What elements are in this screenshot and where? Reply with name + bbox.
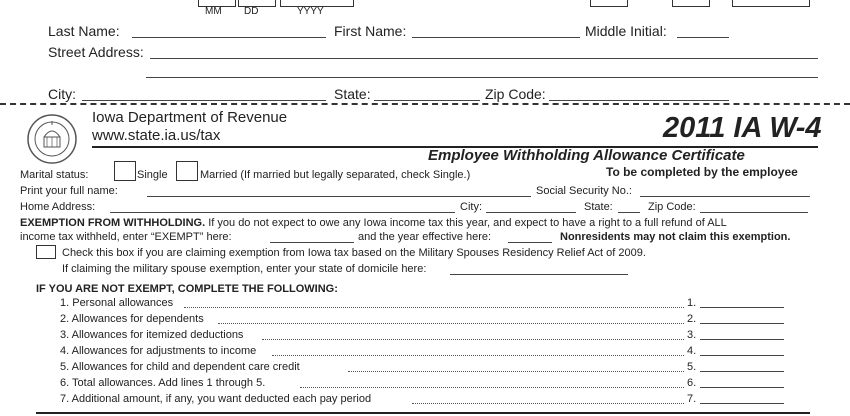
first-name-label: First Name: bbox=[334, 23, 407, 39]
date-label-mm: MM bbox=[205, 6, 222, 17]
line-7-leader bbox=[412, 403, 684, 404]
line-5-number: 5. bbox=[687, 361, 697, 373]
ssn-label: Social Security No.: bbox=[536, 185, 632, 197]
street-address-field[interactable] bbox=[150, 58, 818, 59]
completed-by-note: To be completed by the employee bbox=[606, 165, 798, 179]
form-subtitle: Employee Withholding Allowance Certificate bbox=[428, 147, 745, 164]
exemption-line2-label: income tax withheld, enter “EXEMPT” here: bbox=[20, 231, 232, 243]
state-seal-icon bbox=[22, 113, 82, 165]
exemption-year-label: and the year effective here: bbox=[358, 231, 492, 243]
form-title: 2011 IA W-4 bbox=[663, 112, 822, 144]
dept-name: Iowa Department of Revenue bbox=[92, 109, 288, 126]
state-field[interactable] bbox=[374, 100, 480, 101]
first-name-field[interactable] bbox=[412, 37, 580, 38]
line-2-field[interactable] bbox=[700, 323, 784, 324]
line-3-leader bbox=[262, 339, 684, 340]
last-name-label: Last Name: bbox=[48, 23, 120, 39]
ssn-field[interactable] bbox=[640, 196, 810, 197]
line-5-label: 5. Allowances for child and dependent care credit bbox=[60, 361, 300, 373]
line-5-leader bbox=[348, 371, 684, 372]
home-state-field[interactable] bbox=[618, 212, 640, 213]
line-3-field[interactable] bbox=[700, 339, 784, 340]
exemption-title: EXEMPTION FROM WITHHOLDING. bbox=[20, 217, 206, 229]
military-state-label: If claiming the military spouse exemption, enter your state of domicile here: bbox=[62, 263, 427, 275]
full-name-field[interactable] bbox=[147, 196, 531, 197]
line-4-leader bbox=[272, 355, 684, 356]
zip-field[interactable] bbox=[549, 100, 729, 101]
single-label: Single bbox=[137, 169, 168, 181]
date-label-dd: DD bbox=[244, 6, 259, 17]
home-state-label: State: bbox=[584, 201, 613, 213]
exemption-paragraph bbox=[20, 217, 727, 229]
line-5-field[interactable] bbox=[700, 371, 784, 372]
top-right-box-2[interactable] bbox=[672, 0, 710, 7]
street-address-field-2[interactable] bbox=[146, 77, 818, 78]
line-3-number: 3. bbox=[687, 329, 697, 341]
cut-line bbox=[0, 103, 850, 105]
home-zip-label: Zip Code: bbox=[648, 201, 696, 213]
home-address-field[interactable] bbox=[110, 212, 455, 213]
nonresidents-note: Nonresidents may not claim this exemption. bbox=[560, 231, 791, 243]
line-1-leader bbox=[184, 307, 684, 308]
city-label: City: bbox=[48, 86, 76, 102]
street-address-label: Street Address: bbox=[48, 44, 144, 60]
state-label: State: bbox=[334, 86, 371, 102]
military-checkbox[interactable] bbox=[36, 245, 56, 259]
line-6-label: 6. Total allowances. Add lines 1 through 5. bbox=[60, 377, 266, 389]
married-label: Married (If married but legally separated, check Single.) bbox=[200, 169, 471, 181]
zip-label: Zip Code: bbox=[485, 86, 546, 102]
line-4-label: 4. Allowances for adjustments to income bbox=[60, 345, 257, 357]
middle-initial-label: Middle Initial: bbox=[585, 23, 667, 39]
date-label-yyyy: YYYY bbox=[297, 6, 324, 17]
line-6-leader bbox=[300, 387, 684, 388]
line-2-number: 2. bbox=[687, 313, 697, 325]
line-1-label: 1. Personal allowances bbox=[60, 297, 174, 309]
line-6-number: 6. bbox=[687, 377, 697, 389]
line-4-number: 4. bbox=[687, 345, 697, 357]
dept-url[interactable]: www.state.ia.us/tax bbox=[92, 127, 221, 144]
not-exempt-heading: IF YOU ARE NOT EXEMPT, COMPLETE THE FOLLOWING: bbox=[36, 283, 338, 295]
married-checkbox[interactable] bbox=[176, 161, 198, 181]
military-check-label: Check this box if you are claiming exemption from Iowa tax based on the Military Spouses Residency Relief Act of 2009. bbox=[62, 247, 646, 259]
line-3-label: 3. Allowances for itemized deductions bbox=[60, 329, 244, 341]
line-4-field[interactable] bbox=[700, 355, 784, 356]
home-address-label: Home Address: bbox=[20, 201, 96, 213]
exempt-field[interactable] bbox=[270, 242, 354, 243]
line-6-field[interactable] bbox=[700, 387, 784, 388]
home-city-field[interactable] bbox=[486, 212, 576, 213]
military-state-field[interactable] bbox=[450, 274, 628, 275]
bottom-rule bbox=[36, 412, 810, 414]
full-name-label: Print your full name: bbox=[20, 185, 118, 197]
home-city-label: City: bbox=[460, 201, 482, 213]
line-7-label: 7. Additional amount, if any, you want deducted each pay period bbox=[60, 393, 372, 405]
line-2-leader bbox=[218, 323, 684, 324]
home-zip-field[interactable] bbox=[700, 212, 808, 213]
line-1-field[interactable] bbox=[700, 307, 784, 308]
line-7-field[interactable] bbox=[700, 403, 784, 404]
city-field[interactable] bbox=[82, 100, 326, 101]
line-7-number: 7. bbox=[687, 393, 697, 405]
marital-status-label: Marital status: bbox=[20, 169, 89, 181]
exempt-year-field[interactable] bbox=[508, 242, 552, 243]
line-2-label: 2. Allowances for dependents bbox=[60, 313, 204, 325]
exemption-text: If you do not expect to owe any Iowa income tax this year, and expect to have a right to a full refund of ALL bbox=[205, 217, 727, 229]
last-name-field[interactable] bbox=[132, 37, 326, 38]
single-checkbox[interactable] bbox=[114, 161, 136, 181]
middle-initial-field[interactable] bbox=[677, 37, 729, 38]
line-1-number: 1. bbox=[687, 297, 697, 309]
top-right-box-3[interactable] bbox=[732, 0, 810, 7]
top-right-box-1[interactable] bbox=[590, 0, 628, 7]
